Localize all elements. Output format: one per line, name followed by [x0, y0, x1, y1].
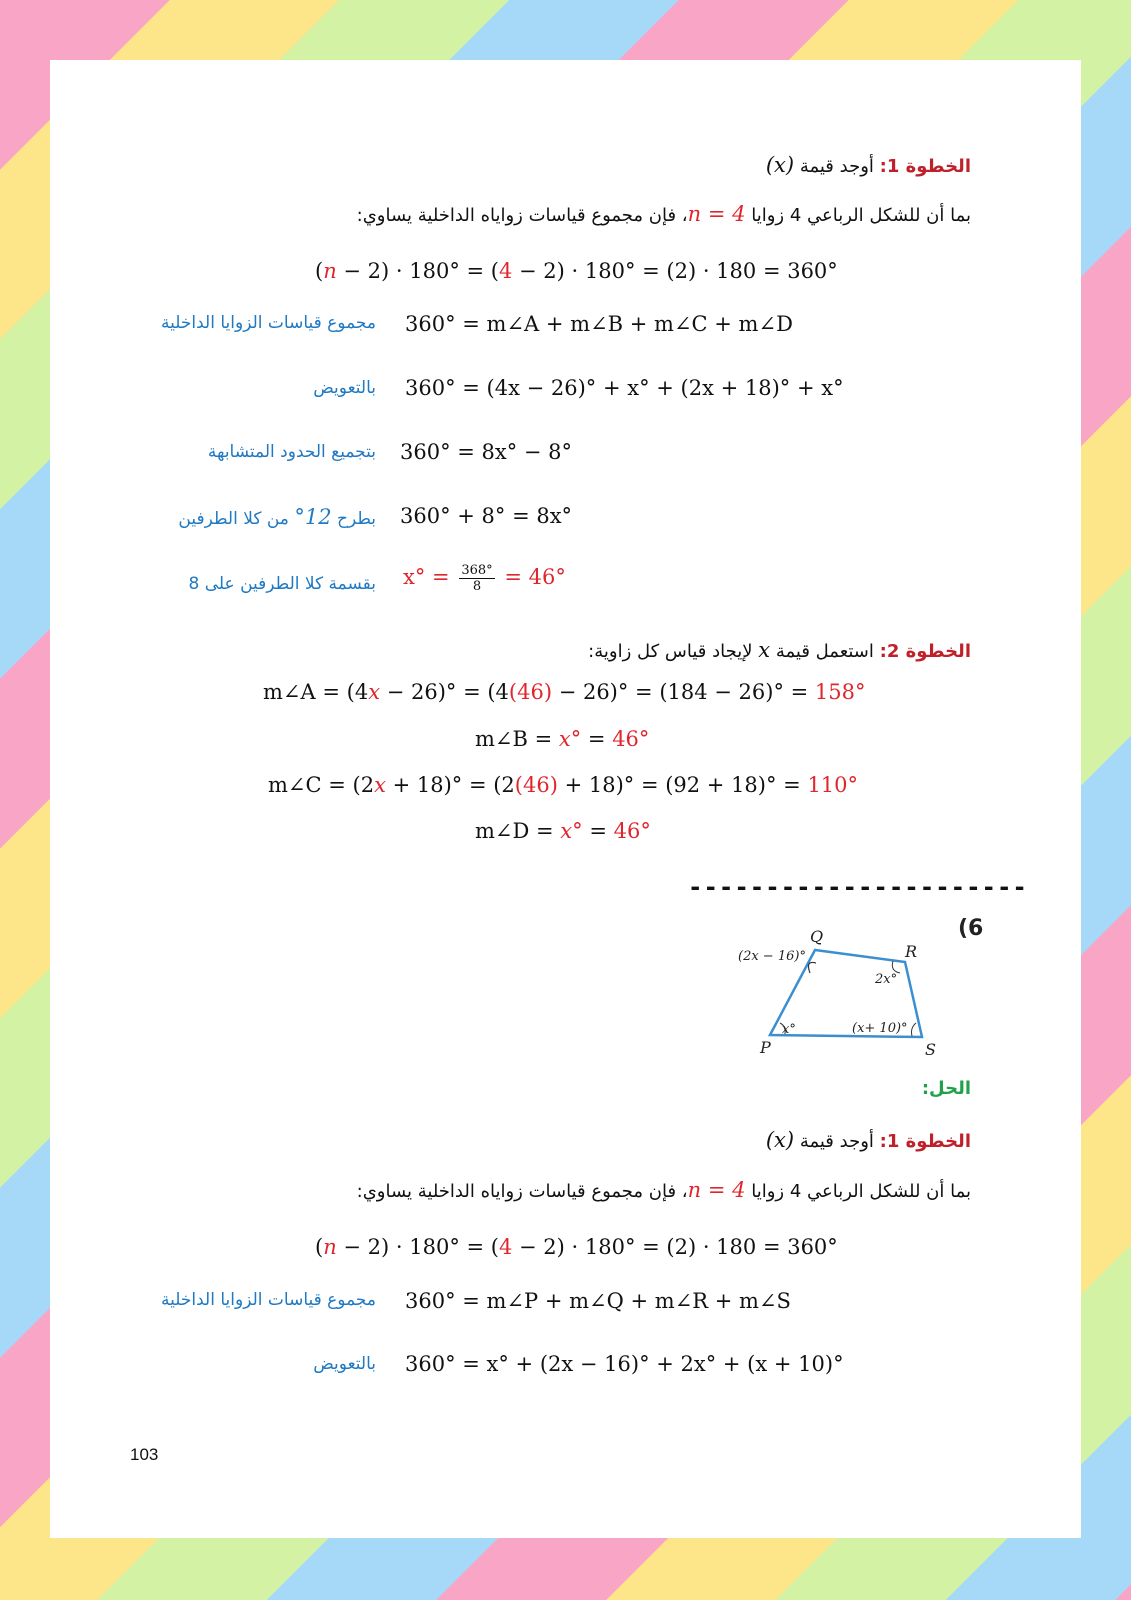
mA-a: m∠A = (4 — [263, 680, 369, 704]
p2-equation-angle-sum — [315, 1235, 838, 1259]
p2-step1-var: (x) — [765, 1128, 795, 1152]
p2-note-row-3: بالتعويض — [313, 1354, 376, 1374]
equation-row-5: 360° + 8° = 8x° — [400, 504, 573, 528]
p2-intro-a: بما أن للشكل الرباعي 4 زوايا — [751, 1181, 971, 1202]
angle-P-label: x° — [782, 1022, 796, 1037]
p2-note-row-2: مجموع قياسات الزوايا الداخلية — [161, 1290, 376, 1310]
separator-line: ---------------------- — [688, 873, 1028, 901]
mD-result: 46° — [613, 819, 651, 843]
p2-eq1-c: − 2) · 180° = (2) · 180 = 360° — [512, 1235, 838, 1259]
mD-x: x° — [560, 819, 583, 843]
angle-D-equation — [475, 819, 651, 843]
solution-label: الحل: — [921, 1078, 971, 1099]
eq1-b: − 2) · 180° = ( — [336, 259, 499, 283]
p2-eq1-b: − 2) · 180° = ( — [336, 1235, 499, 1259]
mC-b: + 18)° = (2 — [385, 773, 515, 797]
eq1-n: n — [323, 259, 337, 283]
angle-A-equation — [263, 680, 866, 704]
p2-step1-label: الخطوة 1: — [879, 1131, 971, 1152]
step1-var: (x) — [765, 153, 795, 177]
p2-step1-line — [766, 1128, 971, 1152]
step2-a: استعمل قيمة — [775, 641, 874, 662]
note-row-3: بالتعويض — [313, 378, 376, 398]
angle-Q-arc — [808, 962, 816, 973]
eq6-fraction — [459, 563, 494, 594]
mB-result: 46° — [612, 727, 650, 751]
equation-row-4: 360° = 8x° − 8° — [400, 440, 573, 464]
angle-B-equation — [475, 727, 649, 751]
mC-result: 110° — [807, 773, 859, 797]
equation-row-2: 360° = m∠A + m∠B + m∠C + m∠D — [405, 312, 793, 336]
question-number: (6 — [958, 916, 984, 941]
intro-a: بما أن للشكل الرباعي 4 زوايا — [751, 205, 971, 226]
vertex-S-label: S — [925, 1040, 936, 1059]
mA-result: 158° — [814, 680, 866, 704]
page-number: 103 — [130, 1445, 159, 1464]
note-row-2: مجموع قياسات الزوايا الداخلية — [161, 313, 376, 333]
vertex-P-label: P — [760, 1038, 771, 1057]
eq6-den: 8 — [472, 579, 482, 594]
mB-a: m∠B = — [475, 727, 559, 751]
step2-b: لإيجاد قياس كل زاوية: — [588, 641, 753, 662]
mC-a: m∠C = (2 — [268, 773, 375, 797]
p2-eq1-a: ( — [315, 1235, 324, 1259]
angle-S-arc — [912, 1023, 917, 1036]
mA-b: − 26)° = (4 — [380, 680, 509, 704]
p2-equation-row-2: 360° = m∠P + m∠Q + m∠R + m∠S — [405, 1289, 791, 1313]
page-sheet — [50, 60, 1081, 1538]
eq1-a: ( — [315, 259, 324, 283]
step1-label: الخطوة 1: — [879, 156, 971, 177]
p2-eq1-n: n — [323, 1235, 337, 1259]
angle-R-label: 2x° — [875, 972, 898, 987]
step2-x: x — [758, 638, 771, 662]
note5-a: بطرح — [336, 509, 376, 529]
p2-eq1-4: 4 — [498, 1235, 513, 1259]
angle-C-equation — [268, 773, 858, 797]
note-row-5 — [178, 505, 376, 529]
step2-label: الخطوة 2: — [879, 641, 971, 662]
intro-b: ، فإن مجموع قياسات زواياه الداخلية يساوي: — [356, 205, 688, 226]
angle-Q-label: (2x − 16)° — [738, 949, 806, 964]
eq1-4: 4 — [498, 259, 513, 283]
p2-step1-text: أوجد قيمة — [799, 1131, 874, 1152]
step2-line — [588, 638, 971, 662]
eq1-c: − 2) · 180° = (2) · 180 = 360° — [512, 259, 838, 283]
mA-c: − 26)° = (184 − 26)° = — [552, 680, 815, 704]
mA-x: x — [368, 680, 381, 704]
p2-intro-b: ، فإن مجموع قياسات زواياه الداخلية يساوي: — [356, 1181, 688, 1202]
equation-row-6 — [403, 563, 566, 594]
eq6-lhs: x° = — [403, 565, 450, 589]
mD-b: = — [582, 819, 614, 843]
mA-46: (46) — [508, 680, 553, 704]
eq6-num: 368° — [461, 563, 493, 578]
vertex-Q-label: Q — [810, 927, 824, 946]
p2-intro-line — [357, 1178, 971, 1202]
note-row-4: بتجميع الحدود المتشابهة — [207, 442, 376, 462]
intro-n: n = 4 — [687, 202, 746, 226]
mB-x: x° — [558, 727, 582, 751]
equation-angle-sum — [315, 259, 838, 283]
mC-46: (46) — [514, 773, 558, 797]
intro-line — [357, 202, 971, 226]
mB-b: = — [581, 727, 613, 751]
vertex-R-label: R — [905, 942, 918, 961]
p2-intro-n: n = 4 — [687, 1178, 746, 1202]
mD-a: m∠D = — [475, 819, 561, 843]
step1-line — [766, 153, 971, 177]
p2-equation-row-3: 360° = x° + (2x − 16)° + 2x° + (x + 10)° — [405, 1352, 844, 1376]
eq6-rhs: = 46° — [504, 565, 566, 589]
angle-S-label: (x+ 10)° — [852, 1021, 908, 1036]
quadrilateral-figure — [730, 915, 970, 1065]
note5-c: من كلا الطرفين — [178, 509, 289, 529]
mC-x: x — [374, 773, 386, 797]
step1-text: أوجد قيمة — [799, 156, 874, 177]
note5-b: 12° — [294, 505, 332, 529]
mC-c: + 18)° = (92 + 18)° = — [557, 773, 808, 797]
equation-row-3: 360° = (4x − 26)° + x° + (2x + 18)° + x° — [405, 376, 844, 400]
note-row-6: بقسمة كلا الطرفين على 8 — [188, 574, 376, 594]
